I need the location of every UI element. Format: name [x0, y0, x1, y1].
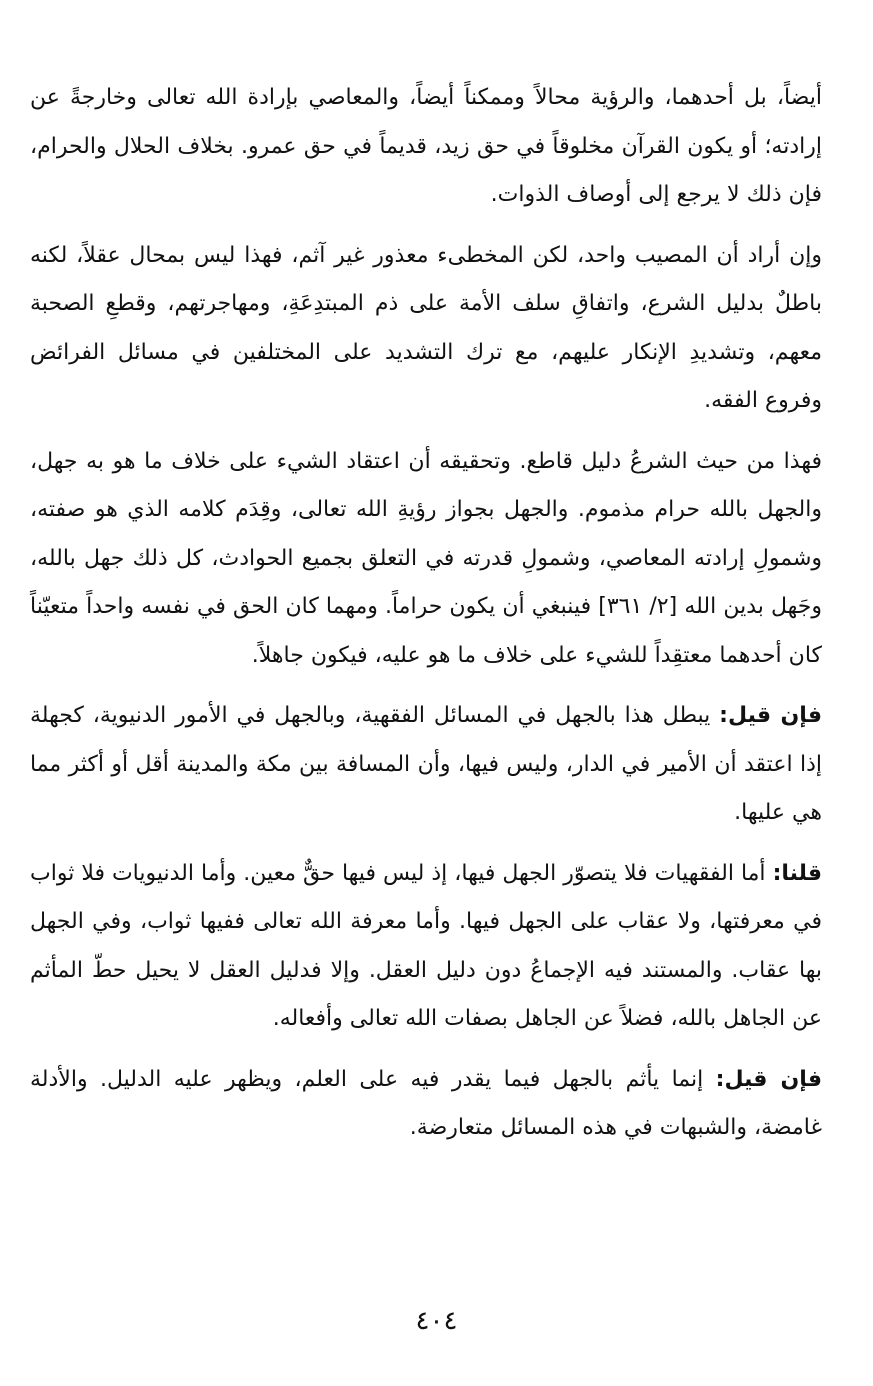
paragraph-6-text: إنما يأثم بالجهل فيما يقدر فيه على العلم، ويظهر عليه الدليل. والأدلة غامضة، والشبهات في هذه المسائل متعارضة.	[30, 1066, 822, 1140]
body-text	[30, 74, 822, 1165]
paragraph-1	[30, 74, 822, 220]
paragraph-3	[30, 438, 822, 681]
paragraph-2	[30, 232, 822, 426]
paragraph-6-lead: فإن قيل:	[715, 1066, 822, 1092]
paragraph-6	[30, 1056, 822, 1153]
paragraph-2-text: وإن أراد أن المصيب واحد، لكن المخطىء معذور غير آثم، فهذا ليس بمحال عقلاً، لكنه باطلٌ بدليل الشرع، واتفاقِ سلف الأمة على ذم المبتدِعَةِ، ومهاجرتهم، وقطعِ الصحبة معهم، وتشديدِ الإنكار عليهم، مع ترك التشديد على المختلفين في مسائل الفرائض وفروع الفقه.	[30, 242, 822, 413]
paragraph-1-text: أيضاً، بل أحدهما، والرؤية محالاً وممكناً أيضاً، والمعاصي بإرادة الله تعالى وخارجةً عن إرادته؛ أو يكون القرآن مخلوقاً في حق زيد، قديماً في حق عمرو. بخلاف الحلال والحرام، فإن ذلك لا يرجع إلى أوصاف الذوات.	[30, 85, 822, 207]
paragraph-4	[30, 692, 822, 838]
paragraph-3-text: فهذا من حيث الشرعُ دليل قاطع. وتحقيقه أن اعتقاد الشيء على خلاف ما هو به جهل، والجهل بالله حرام مذموم. والجهل بجواز رؤيةِ الله تعالى، وقِدَم كلامه الذي هو صفته، وشمولِ إرادته المعاصي، وشمولِ قدرته في التعلق بجميع الحوادث، كل ذلك جهل بالله، وجَهل بدين الله [٢/ ٣٦١] فينبغي أن يكون حراماً. ومهما كان الحق في نفسه واحداً متعيّناً كان أحدهما معتقِداً للشيء على خلاف ما هو عليه، فيكون جاهلاً.	[30, 448, 823, 668]
paragraph-4-lead: فإن قيل:	[719, 703, 822, 728]
page-number: ٤٠٤	[415, 1306, 458, 1336]
paragraph-5-lead: قلنا:	[772, 860, 822, 886]
paragraph-5-text: أما الفقهيات فلا يتصوّر الجهل فيها، إذ ليس فيها حقٌّ معين. وأما الدنيويات فلا ثواب في معرفتها، ولا عقاب على الجهل فيها. وأما معرفة الله تعالى ففيها ثواب، وفي الجهل بها عقاب. والمستند فيه الإجماعُ دون دليل العقل. وإلا فدليل العقل لا يحيل حطّ المأثم عن الجاهل بالله، فضلاً عن الجاهل بصفات الله تعالى وأفعاله.	[30, 860, 822, 1031]
paragraph-5	[30, 850, 822, 1044]
paragraph-4-text: يبطل هذا بالجهل في المسائل الفقهية، وبالجهل في الأمور الدنيوية، كجهلة إذا اعتقد أن الأمير في الدار، وليس فيها، وأن المسافة بين مكة والمدينة أقل أو أكثر مما هي عليها.	[30, 703, 822, 825]
